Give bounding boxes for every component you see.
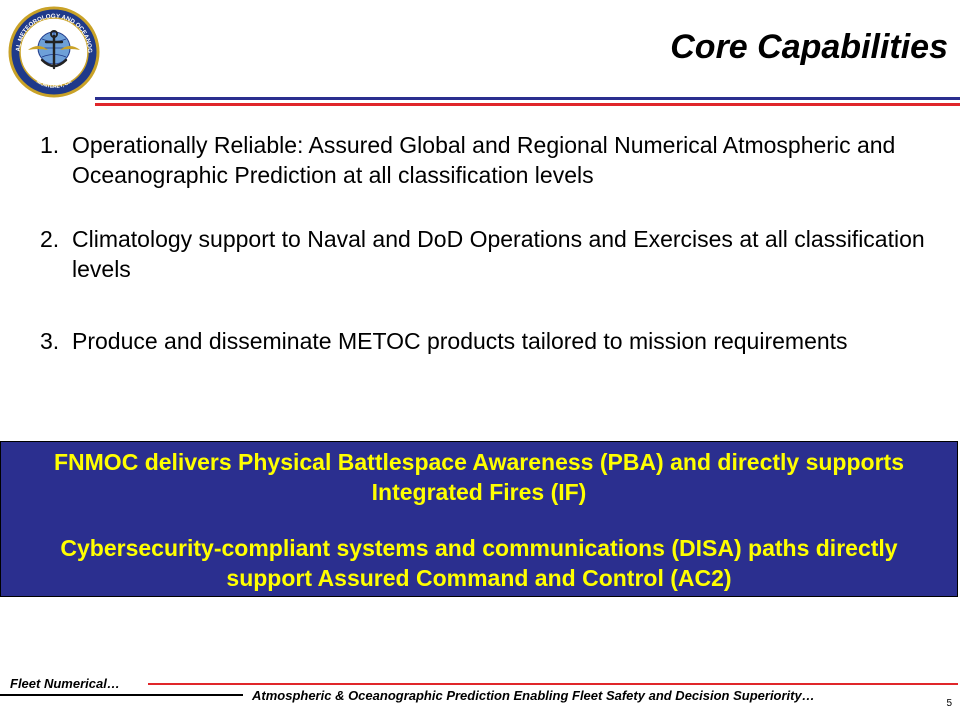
slide-title: Core Capabilities — [670, 28, 948, 66]
page-number: 5 — [946, 698, 952, 709]
list-item-number: 3. — [40, 328, 60, 354]
header-divider-blue — [95, 97, 960, 100]
list-item-text: Climatology support to Naval and DoD Operations and Exercises at all classification levels — [72, 226, 925, 282]
seal-location-text: MONTEREY, CA — [35, 78, 73, 91]
list-item-number: 2. — [40, 226, 60, 252]
list-item — [40, 326, 930, 356]
footer-divider-black — [0, 694, 243, 696]
list-item-text: Operationally Reliable: Assured Global and Regional Numerical Atmospheric and Oceanographic Prediction at all classification levels — [72, 132, 896, 188]
seal-ring-text: AL METEOROLOGY AND OCEANOG — [14, 12, 94, 54]
capabilities-list — [40, 130, 930, 356]
list-item-text: Produce and disseminate METOC products tailored to mission requirements — [72, 328, 848, 354]
footer-org-name: Fleet Numerical… — [10, 676, 120, 691]
list-item — [40, 130, 930, 190]
banner-statement-pba: FNMOC delivers Physical Battlespace Awareness (PBA) and directly supports Integrated Fires (IF) — [53, 449, 904, 505]
fnmoc-seal-icon — [8, 6, 100, 98]
list-item — [40, 224, 930, 284]
footer-tagline: Atmospheric & Oceanographic Prediction Enabling Fleet Safety and Decision Superiority… — [252, 688, 815, 703]
banner-statement-cybersecurity: Cybersecurity-compliant systems and communications (DISA) paths directly support Assured Command and Control (AC2) — [60, 535, 898, 591]
highlight-banner — [0, 441, 958, 597]
header-divider-red — [95, 103, 960, 106]
list-item-number: 1. — [40, 132, 60, 158]
footer-divider-red — [148, 683, 958, 685]
